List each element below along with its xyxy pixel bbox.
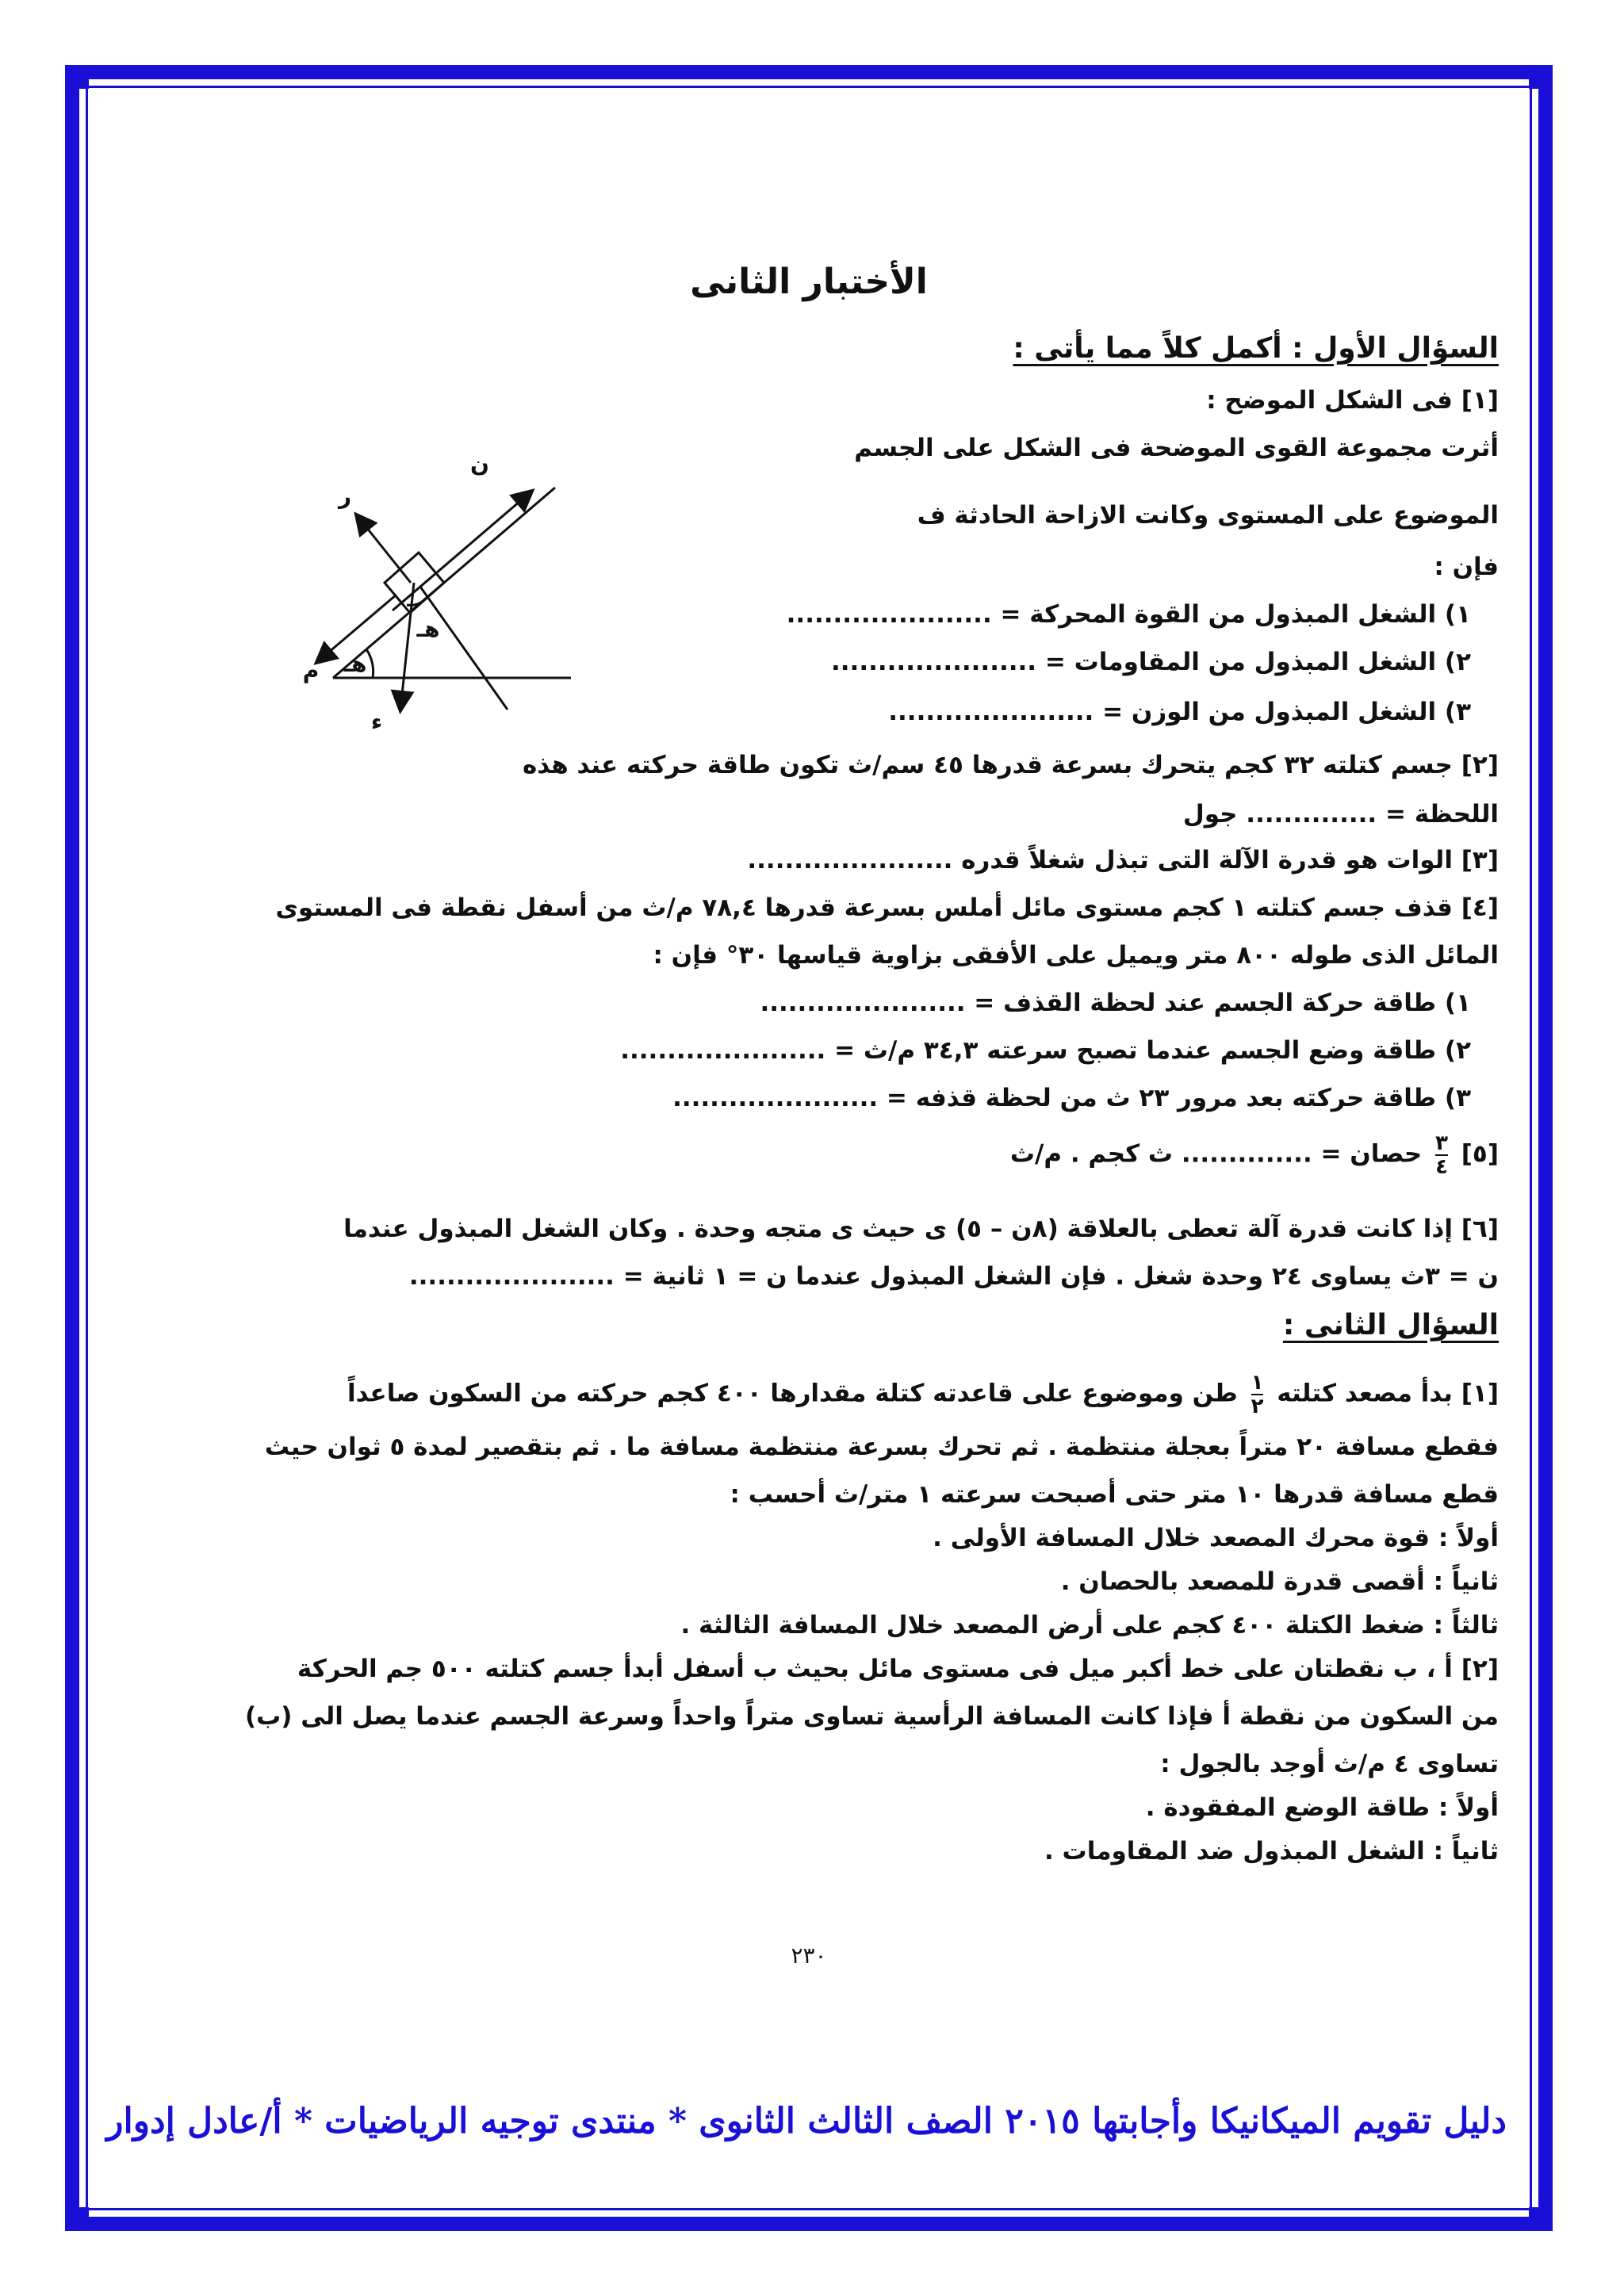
- q1-part4-item: ٣) طاقة حركته بعد مرور ٢٣ ث من لحظة قذفه = ......................: [672, 1084, 1471, 1112]
- q1-part4-item: ٢) طاقة وضع الجسم عندما تصبح سرعته ٣٤,٣ م/ث = ......................: [620, 1036, 1471, 1065]
- part5-body: حصان = .............. ث كجم . م/ث: [1009, 1139, 1423, 1169]
- q1-part1-item: ١) الشغل المبذول من القوة المحركة = ......................: [786, 600, 1471, 629]
- border-corner: [65, 2207, 89, 2231]
- q1-part1-item: ٢) الشغل المبذول من المقاومات = ......................: [831, 648, 1471, 676]
- q2-part1-rest: طن وموضوع على قاعدته كتلة مقدارها ٤٠٠ كجم حركته من السكون صاعداً: [347, 1379, 1238, 1408]
- q1-part6-text: [٦] إذا كانت قدرة آلة تعطى بالعلاقة (٨ن – ٥) ى حيث ى متجه وحدة . وكان الشغل المبذول عندما: [343, 1215, 1499, 1243]
- q2-part1-text: فقطع مسافة ٢٠ متراً بعجلة منتظمة . ثم تحرك بسرعة منتظمة مسافة ما . ثم بتقصير لمدة ٥ ثوان حيث: [264, 1433, 1499, 1461]
- q1-part4-text: المائل الذى طوله ٨٠٠ متر ويميل على الأفقى بزاوية قياسها ٣٠° فإن :: [653, 941, 1499, 970]
- q2-part2-item: ثانياً : الشغل المبذول ضد المقاومات .: [1044, 1837, 1499, 1866]
- q2-part1-item: أولاً : قوة محرك المصعد خلال المسافة الأولى .: [933, 1524, 1499, 1552]
- q1-part3-text: [٣] الوات هو قدرة الآلة التى تبذل شغلاً قدره ......................: [747, 846, 1499, 874]
- border-corner: [1529, 2207, 1553, 2231]
- angle-label: هـ: [416, 616, 440, 642]
- question-2-heading: السؤال الثانى :: [1282, 1309, 1499, 1341]
- q1-part1-text: أثرت مجموعة القوى الموضحة فى الشكل على الجسم: [854, 434, 1499, 462]
- q1-part4-item: ١) طاقة حركة الجسم عند لحظة القذف = ......................: [760, 989, 1471, 1017]
- q1-part4-text: [٤] قذف جسم كتلته ١ كجم مستوى مائل أملس بسرعة قدرها ٧٨,٤ م/ث من أسفل نقطة فى المستوى: [275, 894, 1499, 922]
- q2-part1-item: ثانياً : أقصى قدرة للمصعد بالحصان .: [1060, 1567, 1499, 1596]
- q1-part5-text: [1010, 1132, 1499, 1178]
- q2-part2-text: من السكون من نقطة أ فإذا كانت المسافة الرأسية تساوى متراً واحداً وسرعة الجسم عندما يصل الى (ب): [244, 1702, 1499, 1731]
- angle-label: هـ: [343, 651, 367, 677]
- auxiliary-line: [420, 587, 508, 710]
- border-corner: [65, 65, 89, 89]
- q1-part1-text: الموضوع على المستوى وكانت الازاحة الحادثة ف: [917, 501, 1499, 530]
- angle-arc: [366, 649, 373, 678]
- question-1-heading: السؤال الأول : أكمل كلاً مما يأتى :: [1013, 332, 1499, 365]
- q1-part2-text: اللحظة = .............. جول: [1182, 800, 1499, 828]
- fraction-numerator: ١: [1251, 1371, 1264, 1395]
- page-title: الأختبار الثانى: [690, 262, 928, 302]
- border-corner: [1529, 65, 1553, 89]
- q2-part1-text: [347, 1372, 1499, 1418]
- q2-part1-item: ثالثاً : ضغط الكتلة ٤٠٠ كجم على أرض المصعد خلال المسافة الثالثة .: [680, 1611, 1499, 1640]
- part5-number: [٥]: [1461, 1139, 1499, 1169]
- document-page: [119, 238, 1499, 2061]
- label-w: ء: [370, 709, 383, 733]
- q2-part1-start: [١] بدأ مصعد كتلته: [1277, 1379, 1499, 1408]
- inclined-plane-figure: [301, 416, 579, 733]
- fraction-denominator: ٤: [1435, 1155, 1448, 1179]
- footer-credit: دليل تقويم الميكانيكا وأجابتها ٢٠١٥ الصف الثالث الثانوى * منتدى توجيه الرياضيات * أ/عادل إدوار: [106, 2101, 1507, 2141]
- fraction-numerator: ٣: [1435, 1131, 1448, 1155]
- label-m: م: [302, 657, 320, 683]
- force-r-arrow: [357, 515, 411, 583]
- page-number: ٢٣٠: [791, 1942, 827, 1969]
- label-r: ر: [338, 483, 352, 509]
- q1-part2-text: [٢] جسم كتلته ٣٢ كجم يتحرك بسرعة قدرها ٤٥ سم/ث تكون طاقة حركته عند هذه: [522, 751, 1499, 779]
- q1-part6-text: ن = ٣ث يساوى ٢٤ وحدة شغل . فإن الشغل المبذول عندما ن = ١ ثانية = ......................: [408, 1262, 1499, 1291]
- angle-arc: [407, 600, 424, 605]
- fraction: [1251, 1372, 1264, 1418]
- q2-part2-item: أولاً : طاقة الوضع المفقودة .: [1145, 1793, 1499, 1822]
- q2-part1-text: قطع مسافة قدرها ١٠ متر حتى أصبحت سرعته ١ متر/ث أحسب :: [730, 1480, 1499, 1509]
- q1-part1-then: فإن :: [1434, 553, 1499, 581]
- q1-part1-label: [١] فى الشكل الموضح :: [1206, 386, 1499, 415]
- q2-part2-text: تساوى ٤ م/ث أوجد بالجول :: [1160, 1750, 1499, 1778]
- fraction: [1435, 1132, 1448, 1178]
- q1-part1-item: ٣) الشغل المبذول من الوزن = ......................: [888, 698, 1471, 726]
- fraction-denominator: ٢: [1251, 1395, 1264, 1418]
- q2-part2-text: [٢] أ ، ب نقطتان على خط أكبر ميل فى مستوى مائل بحيث ب أسفل أبدأ جسم كتلته ٥٠٠ جم الحركة: [297, 1655, 1499, 1683]
- label-n: ن: [470, 451, 489, 477]
